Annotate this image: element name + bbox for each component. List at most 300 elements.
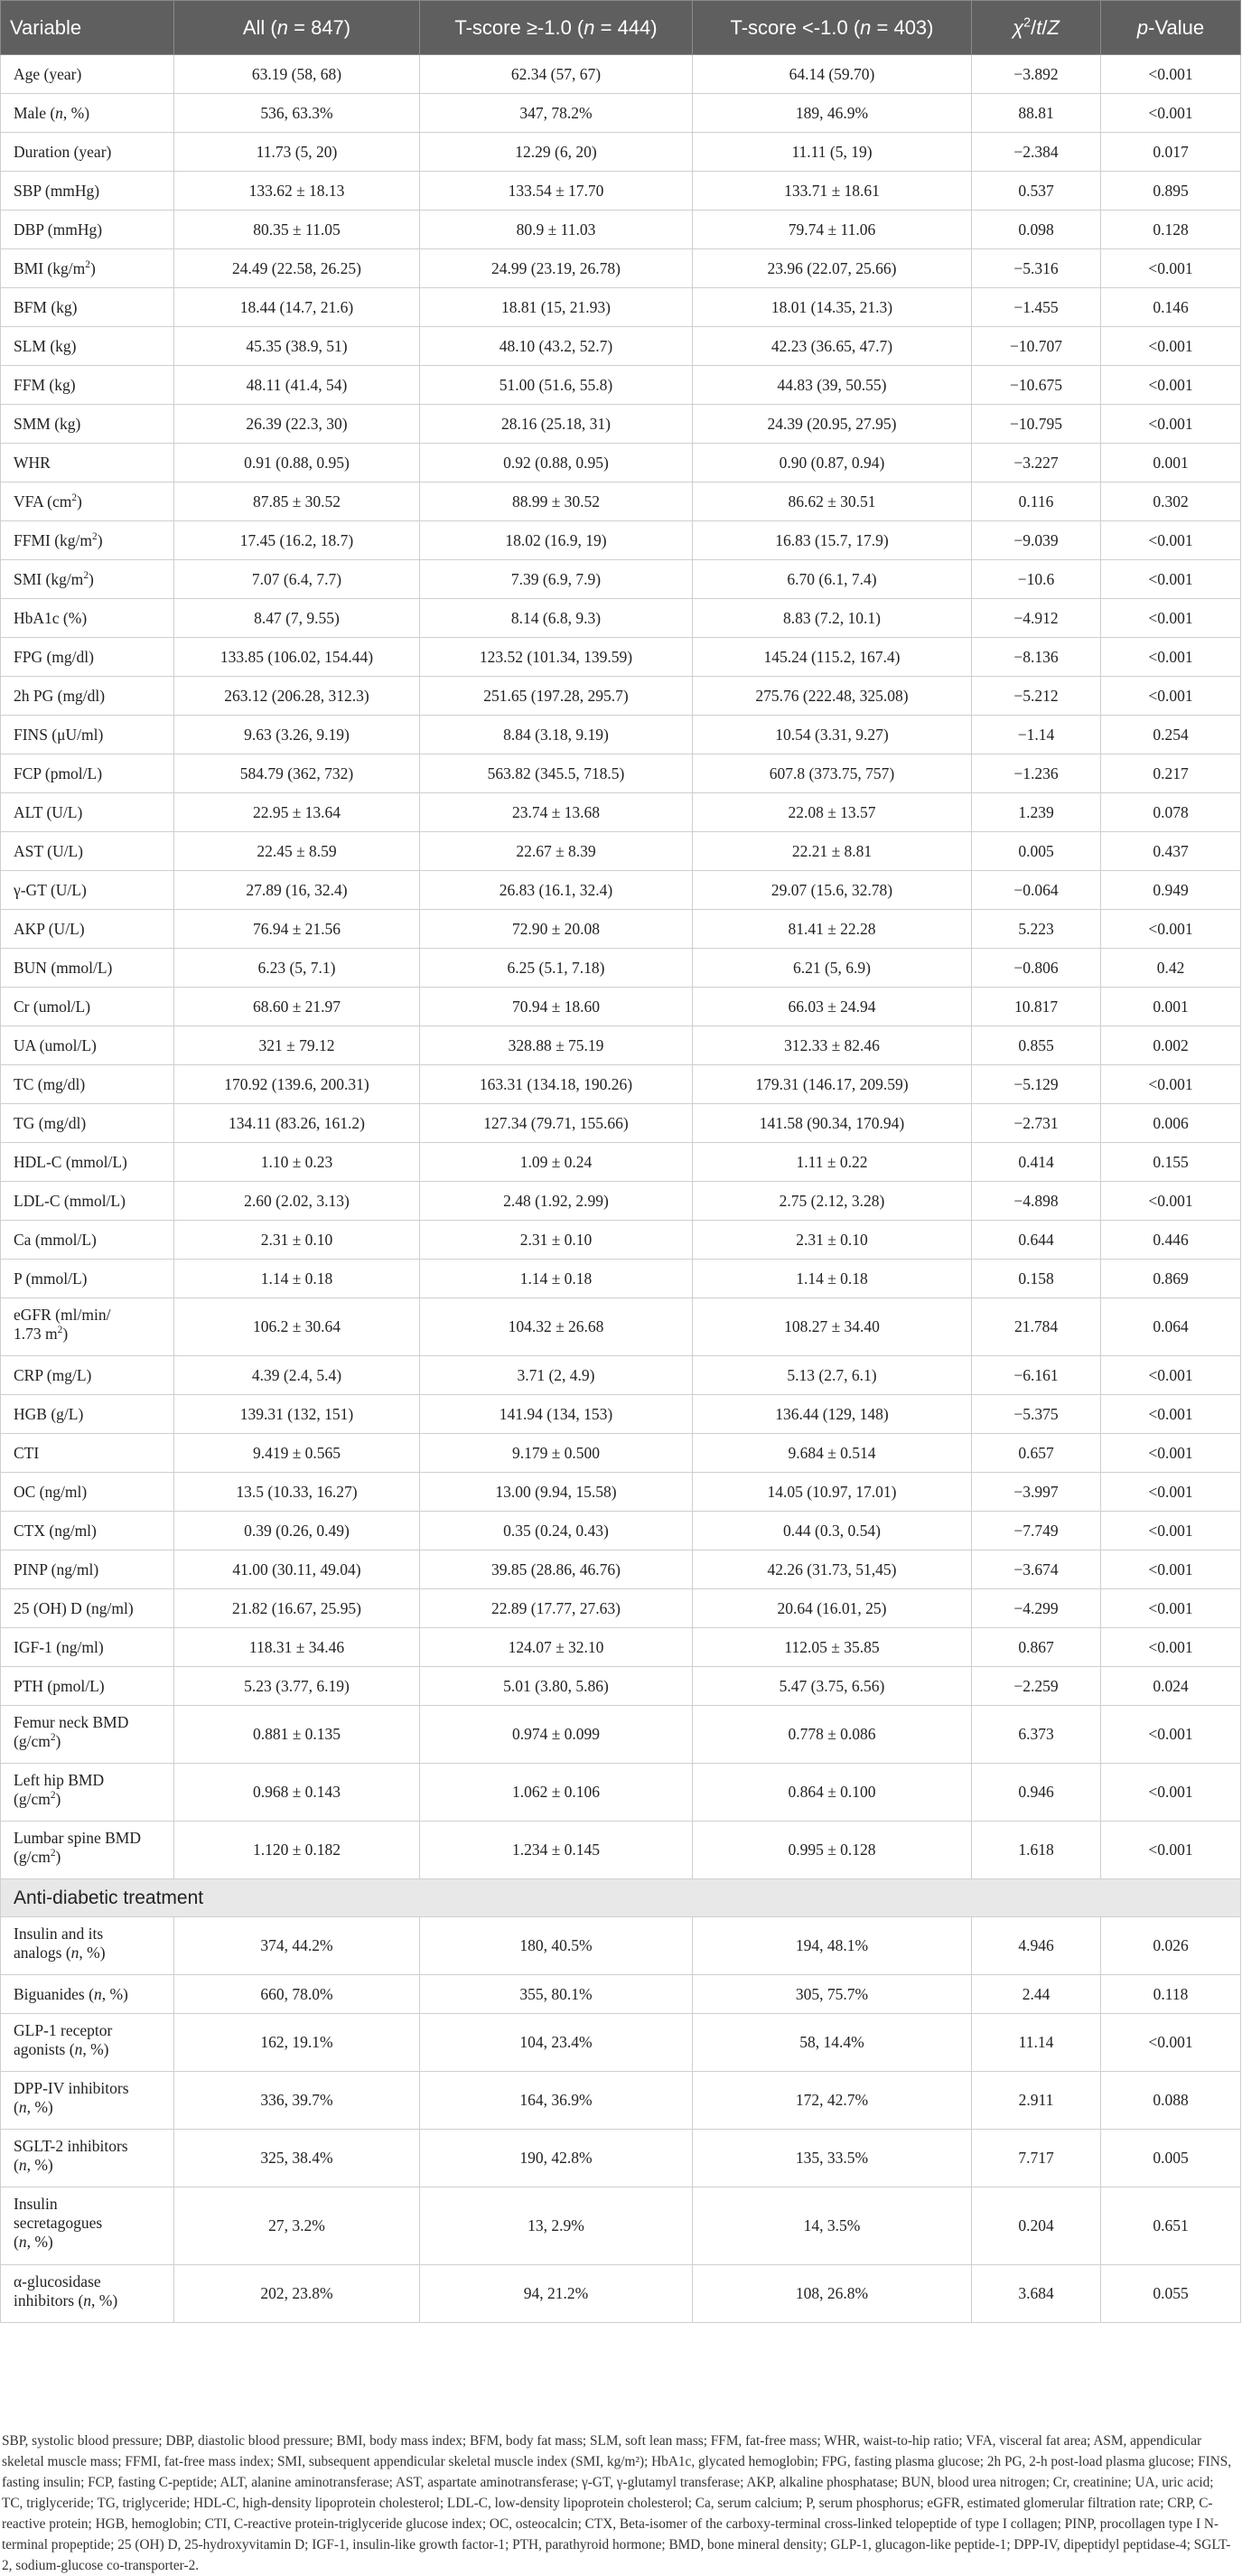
text-fragment: FFMI (kg/m — [14, 530, 93, 549]
text-fragment: -Value — [1148, 15, 1205, 39]
cell-tscore-high: 18.81 (15, 21.93) — [420, 288, 693, 327]
cell-all: 24.49 (22.58, 26.25) — [174, 249, 420, 288]
cell-p-value: <0.001 — [1101, 1473, 1241, 1512]
cell-variable — [1, 793, 174, 832]
cell-tscore-low: 29.07 (15.6, 32.78) — [693, 871, 972, 910]
text-fragment: Left hip BMD — [14, 1771, 105, 1789]
table-row — [1, 1260, 1241, 1298]
cell-tscore-low: 23.96 (22.07, 25.66) — [693, 249, 972, 288]
table-row — [1, 1434, 1241, 1473]
cell-test-statistic: 21.784 — [972, 1298, 1101, 1356]
cell-variable — [1, 1026, 174, 1065]
cell-all: 22.45 ± 8.59 — [174, 832, 420, 871]
cell-variable — [1, 288, 174, 327]
text-fragment: FPG (mg/dl) — [14, 647, 94, 666]
cell-tscore-low: 5.47 (3.75, 6.56) — [693, 1667, 972, 1706]
cell-tscore-high: 3.71 (2, 4.9) — [420, 1356, 693, 1395]
cell-p-value: <0.001 — [1101, 560, 1241, 599]
column-header-tscore-high — [420, 1, 693, 55]
cell-p-value: 0.055 — [1101, 2265, 1241, 2323]
cell-tscore-high: 1.062 ± 0.106 — [420, 1764, 693, 1822]
cell-test-statistic: 2.911 — [972, 2072, 1101, 2130]
cell-test-statistic: 0.098 — [972, 211, 1101, 249]
cell-p-value: 0.869 — [1101, 1260, 1241, 1298]
cell-test-statistic: −1.455 — [972, 288, 1101, 327]
cell-p-value: <0.001 — [1101, 1628, 1241, 1667]
cell-tscore-high: 18.02 (16.9, 19) — [420, 521, 693, 560]
cell-tscore-high: 51.00 (51.6, 55.8) — [420, 366, 693, 405]
text-fragment: 1.73 m — [14, 1325, 58, 1343]
cell-test-statistic: −2.259 — [972, 1667, 1101, 1706]
cell-p-value: <0.001 — [1101, 1550, 1241, 1589]
cell-all: 11.73 (5, 20) — [174, 133, 420, 172]
table-row — [1, 1143, 1241, 1182]
cell-variable — [1, 754, 174, 793]
cell-p-value: <0.001 — [1101, 2014, 1241, 2072]
cell-variable — [1, 1473, 174, 1512]
cell-test-statistic: −1.14 — [972, 716, 1101, 754]
cell-tscore-low: 607.8 (373.75, 757) — [693, 754, 972, 793]
text-fragment: χ — [1013, 15, 1024, 39]
cell-p-value: 0.088 — [1101, 2072, 1241, 2130]
cell-tscore-high: 80.9 ± 11.03 — [420, 211, 693, 249]
cell-variable — [1, 1395, 174, 1434]
cell-all: 536, 63.3% — [174, 94, 420, 133]
cell-tscore-low: 5.13 (2.7, 6.1) — [693, 1356, 972, 1395]
cell-p-value: 0.017 — [1101, 133, 1241, 172]
table-row — [1, 1395, 1241, 1434]
cell-test-statistic: 1.618 — [972, 1822, 1101, 1879]
cell-p-value: 0.254 — [1101, 716, 1241, 754]
cell-tscore-high: 12.29 (6, 20) — [420, 133, 693, 172]
cell-p-value: <0.001 — [1101, 1182, 1241, 1221]
cell-variable — [1, 638, 174, 677]
cell-all: 27.89 (16, 32.4) — [174, 871, 420, 910]
cell-variable — [1, 1356, 174, 1395]
cell-p-value: <0.001 — [1101, 1822, 1241, 1879]
cell-tscore-low: 20.64 (16.01, 25) — [693, 1589, 972, 1628]
text-fragment: Z — [1047, 15, 1060, 39]
cell-p-value: <0.001 — [1101, 366, 1241, 405]
cell-tscore-low: 312.33 ± 82.46 — [693, 1026, 972, 1065]
cell-test-statistic: 0.005 — [972, 832, 1101, 871]
cell-test-statistic: 10.817 — [972, 988, 1101, 1026]
column-header-tscore-low — [693, 1, 972, 55]
cell-variable — [1, 2265, 174, 2323]
cell-variable — [1, 1434, 174, 1473]
text-fragment: Femur neck BMD — [14, 1713, 129, 1731]
text-fragment: , %) — [26, 2156, 53, 2174]
cell-all: 21.82 (16.67, 25.95) — [174, 1589, 420, 1628]
text-fragment: PINP (ng/ml) — [14, 1560, 99, 1578]
cell-tscore-low: 11.11 (5, 19) — [693, 133, 972, 172]
cell-p-value: 0.155 — [1101, 1143, 1241, 1182]
cell-all: 0.91 (0.88, 0.95) — [174, 444, 420, 482]
cell-p-value: <0.001 — [1101, 405, 1241, 444]
cell-tscore-low: 2.75 (2.12, 3.28) — [693, 1182, 972, 1221]
cell-tscore-low: 1.11 ± 0.22 — [693, 1143, 972, 1182]
table-row — [1, 2187, 1241, 2265]
cell-test-statistic: 0.537 — [972, 172, 1101, 211]
text-fragment: T-score <-1.0 ( — [730, 15, 861, 39]
text-fragment: CRP (mg/L) — [14, 1365, 92, 1384]
cell-variable — [1, 871, 174, 910]
cell-p-value: 0.42 — [1101, 949, 1241, 988]
cell-tscore-low: 81.41 ± 22.28 — [693, 910, 972, 949]
cell-all: 584.79 (362, 732) — [174, 754, 420, 793]
text-fragment: ) — [89, 569, 94, 588]
cell-all: 374, 44.2% — [174, 1917, 420, 1975]
cell-tscore-low: 0.44 (0.3, 0.54) — [693, 1512, 972, 1550]
text-fragment: 2 — [50, 1848, 56, 1859]
cell-p-value: <0.001 — [1101, 1356, 1241, 1395]
text-fragment: n — [860, 15, 872, 39]
cell-tscore-low: 108.27 ± 34.40 — [693, 1298, 972, 1356]
cell-p-value: <0.001 — [1101, 910, 1241, 949]
cell-variable — [1, 1104, 174, 1143]
cell-variable — [1, 1065, 174, 1104]
cell-test-statistic: 0.204 — [972, 2187, 1101, 2265]
text-fragment: AST (U/L) — [14, 841, 83, 860]
cell-tscore-high: 23.74 ± 13.68 — [420, 793, 693, 832]
table-row — [1, 638, 1241, 677]
cell-tscore-low: 133.71 ± 18.61 — [693, 172, 972, 211]
cell-variable — [1, 482, 174, 521]
cell-variable — [1, 444, 174, 482]
text-fragment: , %) — [26, 2098, 53, 2116]
cell-tscore-high: 13, 2.9% — [420, 2187, 693, 2265]
text-fragment: = 847) — [288, 15, 351, 39]
cell-tscore-low: 66.03 ± 24.94 — [693, 988, 972, 1026]
cell-test-statistic: 0.116 — [972, 482, 1101, 521]
cell-test-statistic: −4.912 — [972, 599, 1101, 638]
cell-variable — [1, 2014, 174, 2072]
cell-tscore-high: 0.35 (0.24, 0.43) — [420, 1512, 693, 1550]
cell-all: 5.23 (3.77, 6.19) — [174, 1667, 420, 1706]
column-header-all — [174, 1, 420, 55]
table-row — [1, 1182, 1241, 1221]
text-fragment: 2 — [57, 1325, 63, 1336]
text-fragment: , %) — [62, 103, 90, 122]
cell-tscore-high: 251.65 (197.28, 295.7) — [420, 677, 693, 716]
text-fragment: LDL-C (mmol/L) — [14, 1191, 126, 1210]
cell-variable — [1, 910, 174, 949]
table-row — [1, 482, 1241, 521]
text-fragment: FINS (μU/ml) — [14, 725, 104, 744]
cell-all: 48.11 (41.4, 54) — [174, 366, 420, 405]
text-fragment: analogs ( — [14, 1944, 71, 1962]
text-fragment: HDL-C (mmol/L) — [14, 1152, 127, 1171]
cell-tscore-high: 563.82 (345.5, 718.5) — [420, 754, 693, 793]
cell-p-value: 0.001 — [1101, 444, 1241, 482]
table-row — [1, 832, 1241, 871]
cell-variable — [1, 832, 174, 871]
cell-tscore-low: 10.54 (3.31, 9.27) — [693, 716, 972, 754]
cell-p-value: 0.001 — [1101, 988, 1241, 1026]
cell-tscore-high: 355, 80.1% — [420, 1975, 693, 2014]
cell-test-statistic: 0.644 — [972, 1221, 1101, 1260]
cell-tscore-low: 305, 75.7% — [693, 1975, 972, 2014]
table-row — [1, 949, 1241, 988]
cell-tscore-low: 8.83 (7.2, 10.1) — [693, 599, 972, 638]
text-fragment: GLP-1 receptor — [14, 2021, 113, 2039]
cell-all: 26.39 (22.3, 30) — [174, 405, 420, 444]
cell-test-statistic: −1.236 — [972, 754, 1101, 793]
table-row — [1, 1589, 1241, 1628]
table-row — [1, 94, 1241, 133]
cell-test-statistic: −10.6 — [972, 560, 1101, 599]
cell-p-value: 0.024 — [1101, 1667, 1241, 1706]
cell-all: 133.85 (106.02, 154.44) — [174, 638, 420, 677]
cell-test-statistic: −10.707 — [972, 327, 1101, 366]
cell-variable — [1, 1512, 174, 1550]
text-fragment: Biguanides ( — [14, 1984, 94, 2003]
cell-test-statistic: 0.657 — [972, 1434, 1101, 1473]
cell-variable — [1, 2187, 174, 2265]
cell-p-value: 0.895 — [1101, 172, 1241, 211]
cell-variable — [1, 172, 174, 211]
table-row — [1, 133, 1241, 172]
text-fragment: Duration (year) — [14, 142, 112, 161]
cell-p-value: <0.001 — [1101, 599, 1241, 638]
cell-variable — [1, 1628, 174, 1667]
cell-tscore-high: 1.14 ± 0.18 — [420, 1260, 693, 1298]
table-row — [1, 211, 1241, 249]
table-row — [1, 2130, 1241, 2187]
cell-all: 45.35 (38.9, 51) — [174, 327, 420, 366]
table-header — [1, 1, 1241, 55]
table-row — [1, 793, 1241, 832]
cell-variable — [1, 677, 174, 716]
text-fragment: ( — [14, 2098, 19, 2116]
column-header-p-value — [1101, 1, 1241, 55]
text-fragment: , %) — [91, 2291, 118, 2309]
text-fragment: , %) — [101, 1984, 128, 2003]
cell-variable — [1, 1260, 174, 1298]
cell-all: 27, 3.2% — [174, 2187, 420, 2265]
cell-variable — [1, 988, 174, 1026]
text-fragment: Insulin and its — [14, 1925, 104, 1943]
cell-tscore-high: 141.94 (134, 153) — [420, 1395, 693, 1434]
cell-variable — [1, 1182, 174, 1221]
cell-p-value: <0.001 — [1101, 1395, 1241, 1434]
cell-p-value: <0.001 — [1101, 1065, 1241, 1104]
text-fragment: ( — [14, 2233, 19, 2251]
cell-tscore-high: 48.10 (43.2, 52.7) — [420, 327, 693, 366]
cell-tscore-low: 22.21 ± 8.81 — [693, 832, 972, 871]
cell-tscore-high: 1.09 ± 0.24 — [420, 1143, 693, 1182]
cell-all: 1.120 ± 0.182 — [174, 1822, 420, 1879]
cell-tscore-low: 136.44 (129, 148) — [693, 1395, 972, 1434]
cell-tscore-high: 127.34 (79.71, 155.66) — [420, 1104, 693, 1143]
cell-test-statistic: 4.946 — [972, 1917, 1101, 1975]
cell-all: 133.62 ± 18.13 — [174, 172, 420, 211]
cell-tscore-high: 22.89 (17.77, 27.63) — [420, 1589, 693, 1628]
text-fragment: n — [74, 2040, 83, 2058]
text-fragment: n — [55, 103, 63, 122]
text-fragment: (g/cm — [14, 1732, 51, 1750]
table-row — [1, 599, 1241, 638]
table-row — [1, 2072, 1241, 2130]
cell-test-statistic: 88.81 — [972, 94, 1101, 133]
cell-test-statistic: −0.806 — [972, 949, 1101, 988]
cell-tscore-high: 190, 42.8% — [420, 2130, 693, 2187]
text-fragment: 25 (OH) D (ng/ml) — [14, 1598, 134, 1617]
cell-tscore-high: 39.85 (28.86, 46.76) — [420, 1550, 693, 1589]
cell-tscore-high: 24.99 (23.19, 26.78) — [420, 249, 693, 288]
cell-test-statistic: −9.039 — [972, 521, 1101, 560]
cell-variable — [1, 405, 174, 444]
cell-p-value: <0.001 — [1101, 638, 1241, 677]
cell-tscore-low: 86.62 ± 30.51 — [693, 482, 972, 521]
cell-tscore-low: 6.70 (6.1, 7.4) — [693, 560, 972, 599]
text-fragment: ( — [14, 2156, 19, 2174]
table-row — [1, 1512, 1241, 1550]
cell-variable — [1, 94, 174, 133]
cell-tscore-low: 0.995 ± 0.128 — [693, 1822, 972, 1879]
section-title: Anti-diabetic treatment — [1, 1879, 1241, 1917]
cell-test-statistic: −3.227 — [972, 444, 1101, 482]
cell-test-statistic: −5.212 — [972, 677, 1101, 716]
table-body — [1, 55, 1241, 2323]
cell-tscore-high: 123.52 (101.34, 139.59) — [420, 638, 693, 677]
table-row — [1, 1221, 1241, 1260]
table-row — [1, 1764, 1241, 1822]
table-row — [1, 1917, 1241, 1975]
cell-tscore-high: 164, 36.9% — [420, 2072, 693, 2130]
cell-test-statistic: 5.223 — [972, 910, 1101, 949]
cell-tscore-high: 26.83 (16.1, 32.4) — [420, 871, 693, 910]
cell-variable — [1, 716, 174, 754]
cell-tscore-high: 22.67 ± 8.39 — [420, 832, 693, 871]
text-fragment: n — [93, 1984, 102, 2003]
cell-tscore-low: 44.83 (39, 50.55) — [693, 366, 972, 405]
text-fragment: UA (umol/L) — [14, 1035, 97, 1054]
text-fragment: n — [276, 15, 289, 39]
cell-all: 336, 39.7% — [174, 2072, 420, 2130]
cell-all: 0.881 ± 0.135 — [174, 1706, 420, 1764]
abbreviation-footnote: SBP, systolic blood pressure; DBP, diastolic blood pressure; BMI, body mass index; BFM, body fat mass; SLM, soft lean mass; FFM, fat-free mass; WHR, waist-to-hip ratio; VFA, visceral fat area; ASM, appendicular skeletal muscle mass; FFMI, fat-free mass index; SMI, subsequent appendicular skeletal muscle index (SMI, kg/m²); HbA1c, glycated hemoglobin; FPG, fasting plasma glucose; 2h PG, 2-h post-load plasma glucose; FINS, fasting insulin; FCP, fasting C-peptide; ALT, alanine aminotransferase; AST, aspartate aminotransferase; γ-GT, γ-glutamyl transferase; AKP, alkaline phosphatase; BUN, blood urea nitrogen; Cr, creatinine; UA, uric acid; TC, triglyceride; TG, triglyceride; HDL-C, high-density lipoprotein cholesterol; LDL-C, low-density lipoprotein cholesterol; Ca, serum calcium; P, serum phosphorus; eGFR, estimated glomerular filtration rate; CRP, C-reactive protein; HGB, hemoglobin; CTI, C-reactive protein-triglyceride glucose index; OC, osteocalcin; CTX, Beta-isomer of the carboxy-terminal cross-linked telopeptide of type I collagen; PINP, procollagen type I N-terminal propeptide; 25 (OH) D, 25-hydroxyvitamin D; IGF-1, insulin-like growth factor-1; PTH, parathyroid hormone; BMD, bone mineral density; GLP-1, glucagon-like peptide-1; DPP-IV, dipeptidyl peptidase-4; SGLT-2, sodium-glucose co-transporter-2. — [2, 2433, 1232, 2573]
cell-all: 17.45 (16.2, 18.7) — [174, 521, 420, 560]
cell-variable — [1, 2072, 174, 2130]
table-row — [1, 560, 1241, 599]
cell-tscore-low: 112.05 ± 35.85 — [693, 1628, 972, 1667]
cell-test-statistic: 6.373 — [972, 1706, 1101, 1764]
cell-all: 1.10 ± 0.23 — [174, 1143, 420, 1182]
cell-tscore-low: 0.778 ± 0.086 — [693, 1706, 972, 1764]
table-row — [1, 366, 1241, 405]
text-fragment: 2 — [71, 492, 78, 503]
cell-test-statistic: −10.675 — [972, 366, 1101, 405]
table-row — [1, 754, 1241, 793]
text-fragment: SLM (kg) — [14, 336, 77, 355]
table-row — [1, 1975, 1241, 2014]
cell-test-statistic: −2.731 — [972, 1104, 1101, 1143]
cell-p-value: <0.001 — [1101, 521, 1241, 560]
cell-all: 13.5 (10.33, 16.27) — [174, 1473, 420, 1512]
cell-tscore-high: 72.90 ± 20.08 — [420, 910, 693, 949]
cell-tscore-high: 347, 78.2% — [420, 94, 693, 133]
cell-variable — [1, 1143, 174, 1182]
cell-tscore-low: 194, 48.1% — [693, 1917, 972, 1975]
cell-test-statistic: 2.44 — [972, 1975, 1101, 2014]
cell-all: 325, 38.4% — [174, 2130, 420, 2187]
text-fragment: PTH (pmol/L) — [14, 1676, 105, 1695]
text-fragment: , %) — [26, 2233, 53, 2251]
cell-tscore-low: 108, 26.8% — [693, 2265, 972, 2323]
cell-p-value: 0.146 — [1101, 288, 1241, 327]
cell-all: 9.419 ± 0.565 — [174, 1434, 420, 1473]
cell-tscore-high: 1.234 ± 0.145 — [420, 1822, 693, 1879]
text-fragment: t — [1036, 15, 1042, 39]
cell-tscore-high: 104, 23.4% — [420, 2014, 693, 2072]
cell-all: 9.63 (3.26, 9.19) — [174, 716, 420, 754]
table-row — [1, 1706, 1241, 1764]
cell-p-value: <0.001 — [1101, 1434, 1241, 1473]
table-row — [1, 1065, 1241, 1104]
cell-variable — [1, 1667, 174, 1706]
text-fragment: , %) — [79, 1944, 106, 1962]
cell-tscore-high: 124.07 ± 32.10 — [420, 1628, 693, 1667]
text-fragment: P (mmol/L) — [14, 1269, 88, 1288]
cell-tscore-high: 133.54 ± 17.70 — [420, 172, 693, 211]
cell-tscore-high: 2.31 ± 0.10 — [420, 1221, 693, 1260]
cell-p-value: 0.446 — [1101, 1221, 1241, 1260]
cell-variable — [1, 1298, 174, 1356]
column-header-test-statistic — [972, 1, 1101, 55]
text-fragment: 2 — [50, 1790, 56, 1802]
cell-all: 0.968 ± 0.143 — [174, 1764, 420, 1822]
cell-tscore-high: 328.88 ± 75.19 — [420, 1026, 693, 1065]
text-fragment: n — [18, 2098, 27, 2116]
text-fragment: SGLT-2 inhibitors — [14, 2137, 128, 2155]
cell-test-statistic: −10.795 — [972, 405, 1101, 444]
cell-tscore-high: 70.94 ± 18.60 — [420, 988, 693, 1026]
cell-all: 106.2 ± 30.64 — [174, 1298, 420, 1356]
text-fragment: BUN (mmol/L) — [14, 958, 113, 977]
text-fragment: 2 — [85, 258, 90, 270]
cell-test-statistic: −3.997 — [972, 1473, 1101, 1512]
text-fragment: / — [1031, 15, 1037, 39]
cell-test-statistic: 3.684 — [972, 2265, 1101, 2323]
cell-test-statistic: −5.129 — [972, 1065, 1101, 1104]
text-fragment: n — [18, 2156, 27, 2174]
cell-test-statistic: −4.299 — [972, 1589, 1101, 1628]
cell-tscore-low: 64.14 (59.70) — [693, 55, 972, 94]
text-fragment: n — [584, 15, 595, 39]
cell-all: 2.31 ± 0.10 — [174, 1221, 420, 1260]
cell-all: 41.00 (30.11, 49.04) — [174, 1550, 420, 1589]
cell-p-value: <0.001 — [1101, 1589, 1241, 1628]
text-fragment: OC (ng/ml) — [14, 1482, 88, 1501]
cell-all: 87.85 ± 30.52 — [174, 482, 420, 521]
cell-tscore-high: 6.25 (5.1, 7.18) — [420, 949, 693, 988]
table-row — [1, 444, 1241, 482]
table-row — [1, 1104, 1241, 1143]
cell-test-statistic: −2.384 — [972, 133, 1101, 172]
cell-tscore-low: 0.864 ± 0.100 — [693, 1764, 972, 1822]
cell-tscore-high: 94, 21.2% — [420, 2265, 693, 2323]
cell-test-statistic: 0.946 — [972, 1764, 1101, 1822]
text-fragment: (g/cm — [14, 1790, 51, 1808]
table-row — [1, 716, 1241, 754]
cell-tscore-high: 163.31 (134.18, 190.26) — [420, 1065, 693, 1104]
table-row — [1, 1473, 1241, 1512]
table-row — [1, 1550, 1241, 1589]
cell-test-statistic: −8.136 — [972, 638, 1101, 677]
cell-all: 660, 78.0% — [174, 1975, 420, 2014]
text-fragment: All ( — [242, 15, 277, 39]
